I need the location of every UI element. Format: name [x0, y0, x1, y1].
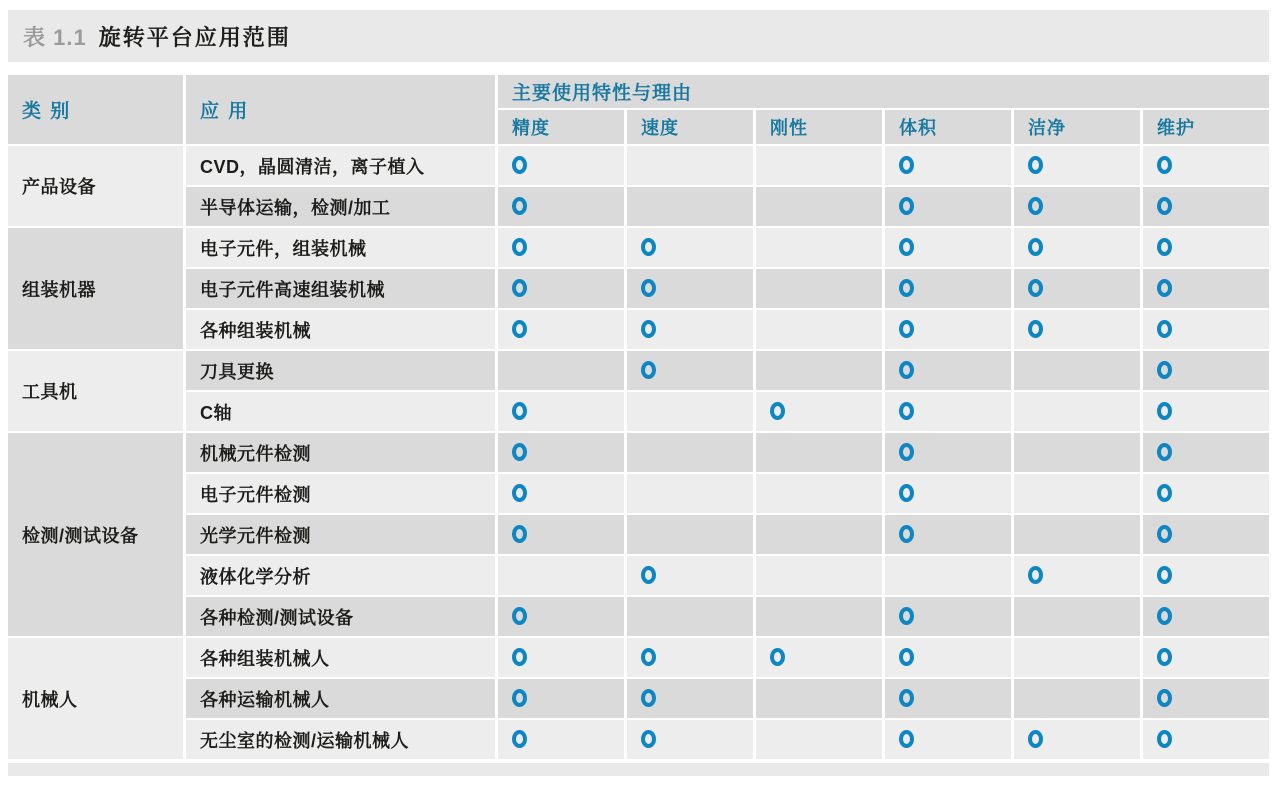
circle-marker-icon — [641, 238, 656, 256]
circle-marker-icon — [641, 566, 656, 584]
circle-marker-icon — [1157, 361, 1172, 379]
circle-marker-icon — [1157, 197, 1172, 215]
feature-cell — [627, 597, 753, 636]
col-header-application: 应 用 — [186, 75, 495, 144]
feature-cell — [627, 228, 753, 267]
table-header — [8, 75, 1269, 144]
feature-cell — [627, 187, 753, 226]
feature-cell — [885, 515, 1011, 554]
feature-cell — [1014, 638, 1140, 677]
feature-cell — [756, 556, 882, 595]
feature-cell — [627, 433, 753, 472]
feature-cell — [627, 720, 753, 759]
circle-marker-icon — [1028, 566, 1043, 584]
feature-cell — [1014, 720, 1140, 759]
circle-marker-icon — [1157, 525, 1172, 543]
feature-cell — [756, 679, 882, 718]
feature-cell — [756, 228, 882, 267]
application-cell: 各种运输机械人 — [186, 679, 495, 718]
feature-cell — [627, 638, 753, 677]
table-row — [8, 392, 1269, 431]
application-cell: 液体化学分析 — [186, 556, 495, 595]
circle-marker-icon — [512, 320, 527, 338]
col-header-speed: 速度 — [627, 110, 753, 144]
circle-marker-icon — [1157, 238, 1172, 256]
circle-marker-icon — [641, 361, 656, 379]
feature-cell — [627, 679, 753, 718]
feature-cell — [756, 146, 882, 185]
application-cell: 电子元件高速组装机械 — [186, 269, 495, 308]
table-row — [8, 556, 1269, 595]
feature-cell — [498, 228, 624, 267]
feature-cell — [498, 433, 624, 472]
feature-cell — [498, 597, 624, 636]
feature-cell — [885, 720, 1011, 759]
feature-cell — [885, 679, 1011, 718]
feature-cell — [627, 515, 753, 554]
circle-marker-icon — [770, 648, 785, 666]
circle-marker-icon — [899, 361, 914, 379]
application-cell: CVD，晶圆清洁，离子植入 — [186, 146, 495, 185]
col-header-category: 类 别 — [8, 75, 183, 144]
feature-cell — [498, 146, 624, 185]
col-header-precision: 精度 — [498, 110, 624, 144]
application-cell: 各种检测/测试设备 — [186, 597, 495, 636]
application-cell: 半导体运输，检测/加工 — [186, 187, 495, 226]
feature-cell — [885, 474, 1011, 513]
feature-cell — [498, 392, 624, 431]
feature-cell — [1143, 556, 1269, 595]
circle-marker-icon — [512, 443, 527, 461]
application-cell: 光学元件检测 — [186, 515, 495, 554]
circle-marker-icon — [899, 648, 914, 666]
application-cell: 各种组装机械 — [186, 310, 495, 349]
feature-cell — [885, 556, 1011, 595]
feature-cell — [885, 351, 1011, 390]
table-number-label: 表 1.1 — [23, 24, 87, 50]
feature-cell — [1143, 433, 1269, 472]
table-row — [8, 351, 1269, 390]
circle-marker-icon — [1157, 320, 1172, 338]
circle-marker-icon — [512, 730, 527, 748]
circle-marker-icon — [1157, 443, 1172, 461]
circle-marker-icon — [1028, 320, 1043, 338]
feature-cell — [1143, 187, 1269, 226]
circle-marker-icon — [512, 197, 527, 215]
circle-marker-icon — [1028, 156, 1043, 174]
feature-cell — [885, 638, 1011, 677]
feature-cell — [498, 187, 624, 226]
feature-cell — [1014, 269, 1140, 308]
feature-cell — [1014, 679, 1140, 718]
circle-marker-icon — [512, 484, 527, 502]
category-cell: 组装机器 — [8, 228, 183, 349]
circle-marker-icon — [641, 689, 656, 707]
category-cell: 产品设备 — [8, 146, 183, 226]
feature-cell — [1143, 146, 1269, 185]
feature-cell — [1014, 515, 1140, 554]
feature-cell — [1143, 228, 1269, 267]
col-header-rigidity: 刚性 — [756, 110, 882, 144]
circle-marker-icon — [512, 156, 527, 174]
circle-marker-icon — [1157, 156, 1172, 174]
feature-cell — [885, 187, 1011, 226]
circle-marker-icon — [1028, 730, 1043, 748]
circle-marker-icon — [1028, 197, 1043, 215]
table-title: 旋转平台应用范围 — [98, 24, 291, 50]
circle-marker-icon — [899, 156, 914, 174]
circle-marker-icon — [1157, 279, 1172, 297]
circle-marker-icon — [899, 525, 914, 543]
table-body — [8, 146, 1269, 759]
feature-cell — [1143, 679, 1269, 718]
circle-marker-icon — [770, 402, 785, 420]
application-cell: 机械元件检测 — [186, 433, 495, 472]
circle-marker-icon — [899, 607, 914, 625]
feature-cell — [1143, 269, 1269, 308]
feature-cell — [1014, 433, 1140, 472]
table-row — [8, 310, 1269, 349]
application-cell: 电子元件，组装机械 — [186, 228, 495, 267]
table-title-bar — [8, 10, 1269, 62]
feature-cell — [498, 679, 624, 718]
feature-cell — [1014, 351, 1140, 390]
feature-cell — [498, 638, 624, 677]
circle-marker-icon — [512, 238, 527, 256]
table-row — [8, 433, 1269, 472]
circle-marker-icon — [899, 443, 914, 461]
category-cell: 机械人 — [8, 638, 183, 759]
feature-cell — [756, 187, 882, 226]
bottom-divider-bar — [8, 763, 1269, 776]
feature-cell — [756, 269, 882, 308]
application-cell: C轴 — [186, 392, 495, 431]
circle-marker-icon — [899, 730, 914, 748]
table-row — [8, 146, 1269, 185]
circle-marker-icon — [512, 689, 527, 707]
feature-cell — [1014, 597, 1140, 636]
feature-cell — [756, 597, 882, 636]
feature-cell — [627, 392, 753, 431]
table-row — [8, 474, 1269, 513]
feature-cell — [1014, 228, 1140, 267]
feature-cell — [1143, 310, 1269, 349]
table-row — [8, 515, 1269, 554]
feature-cell — [885, 392, 1011, 431]
feature-cell — [1014, 146, 1140, 185]
feature-cell — [627, 310, 753, 349]
feature-cell — [498, 720, 624, 759]
application-cell: 各种组装机械人 — [186, 638, 495, 677]
feature-cell — [498, 269, 624, 308]
feature-cell — [1014, 187, 1140, 226]
circle-marker-icon — [1157, 607, 1172, 625]
feature-cell — [498, 351, 624, 390]
feature-cell — [885, 228, 1011, 267]
circle-marker-icon — [641, 279, 656, 297]
feature-cell — [498, 474, 624, 513]
feature-cell — [1014, 392, 1140, 431]
circle-marker-icon — [641, 730, 656, 748]
table-row — [8, 638, 1269, 677]
col-header-features-group: 主要使用特性与理由 — [498, 75, 1269, 108]
application-range-table — [5, 73, 1272, 761]
feature-cell — [627, 269, 753, 308]
feature-cell — [1143, 515, 1269, 554]
feature-cell — [756, 474, 882, 513]
feature-cell — [627, 351, 753, 390]
table-row — [8, 720, 1269, 759]
feature-cell — [756, 515, 882, 554]
feature-cell — [885, 433, 1011, 472]
header-row-top — [8, 75, 1269, 108]
feature-cell — [756, 720, 882, 759]
feature-cell — [1143, 351, 1269, 390]
table-row — [8, 187, 1269, 226]
feature-cell — [498, 515, 624, 554]
feature-cell — [885, 597, 1011, 636]
feature-cell — [1143, 392, 1269, 431]
feature-cell — [756, 351, 882, 390]
feature-cell — [756, 433, 882, 472]
feature-cell — [498, 556, 624, 595]
circle-marker-icon — [512, 648, 527, 666]
feature-cell — [756, 638, 882, 677]
circle-marker-icon — [899, 279, 914, 297]
circle-marker-icon — [1157, 648, 1172, 666]
feature-cell — [1143, 597, 1269, 636]
feature-cell — [1014, 310, 1140, 349]
circle-marker-icon — [899, 402, 914, 420]
circle-marker-icon — [512, 402, 527, 420]
table-row — [8, 679, 1269, 718]
circle-marker-icon — [512, 607, 527, 625]
col-header-volume: 体积 — [885, 110, 1011, 144]
circle-marker-icon — [899, 689, 914, 707]
feature-cell — [1143, 474, 1269, 513]
feature-cell — [498, 310, 624, 349]
circle-marker-icon — [641, 320, 656, 338]
feature-cell — [1143, 720, 1269, 759]
col-header-maintenance: 维护 — [1143, 110, 1269, 144]
circle-marker-icon — [1028, 238, 1043, 256]
table-row — [8, 597, 1269, 636]
feature-cell — [756, 310, 882, 349]
circle-marker-icon — [899, 197, 914, 215]
application-cell: 电子元件检测 — [186, 474, 495, 513]
circle-marker-icon — [1157, 484, 1172, 502]
circle-marker-icon — [1157, 689, 1172, 707]
table-row — [8, 228, 1269, 267]
category-cell: 检测/测试设备 — [8, 433, 183, 636]
circle-marker-icon — [1157, 402, 1172, 420]
application-cell: 无尘室的检测/运输机械人 — [186, 720, 495, 759]
circle-marker-icon — [1028, 279, 1043, 297]
category-cell: 工具机 — [8, 351, 183, 431]
feature-cell — [1014, 474, 1140, 513]
feature-cell — [1014, 556, 1140, 595]
feature-cell — [756, 392, 882, 431]
application-cell: 刀具更换 — [186, 351, 495, 390]
circle-marker-icon — [899, 238, 914, 256]
feature-cell — [1143, 638, 1269, 677]
circle-marker-icon — [512, 279, 527, 297]
table-row — [8, 269, 1269, 308]
col-header-cleanliness: 洁净 — [1014, 110, 1140, 144]
circle-marker-icon — [899, 484, 914, 502]
circle-marker-icon — [899, 320, 914, 338]
feature-cell — [627, 146, 753, 185]
feature-cell — [627, 474, 753, 513]
circle-marker-icon — [512, 525, 527, 543]
feature-cell — [885, 146, 1011, 185]
feature-cell — [885, 269, 1011, 308]
circle-marker-icon — [1157, 566, 1172, 584]
circle-marker-icon — [1157, 730, 1172, 748]
feature-cell — [627, 556, 753, 595]
circle-marker-icon — [641, 648, 656, 666]
feature-cell — [885, 310, 1011, 349]
